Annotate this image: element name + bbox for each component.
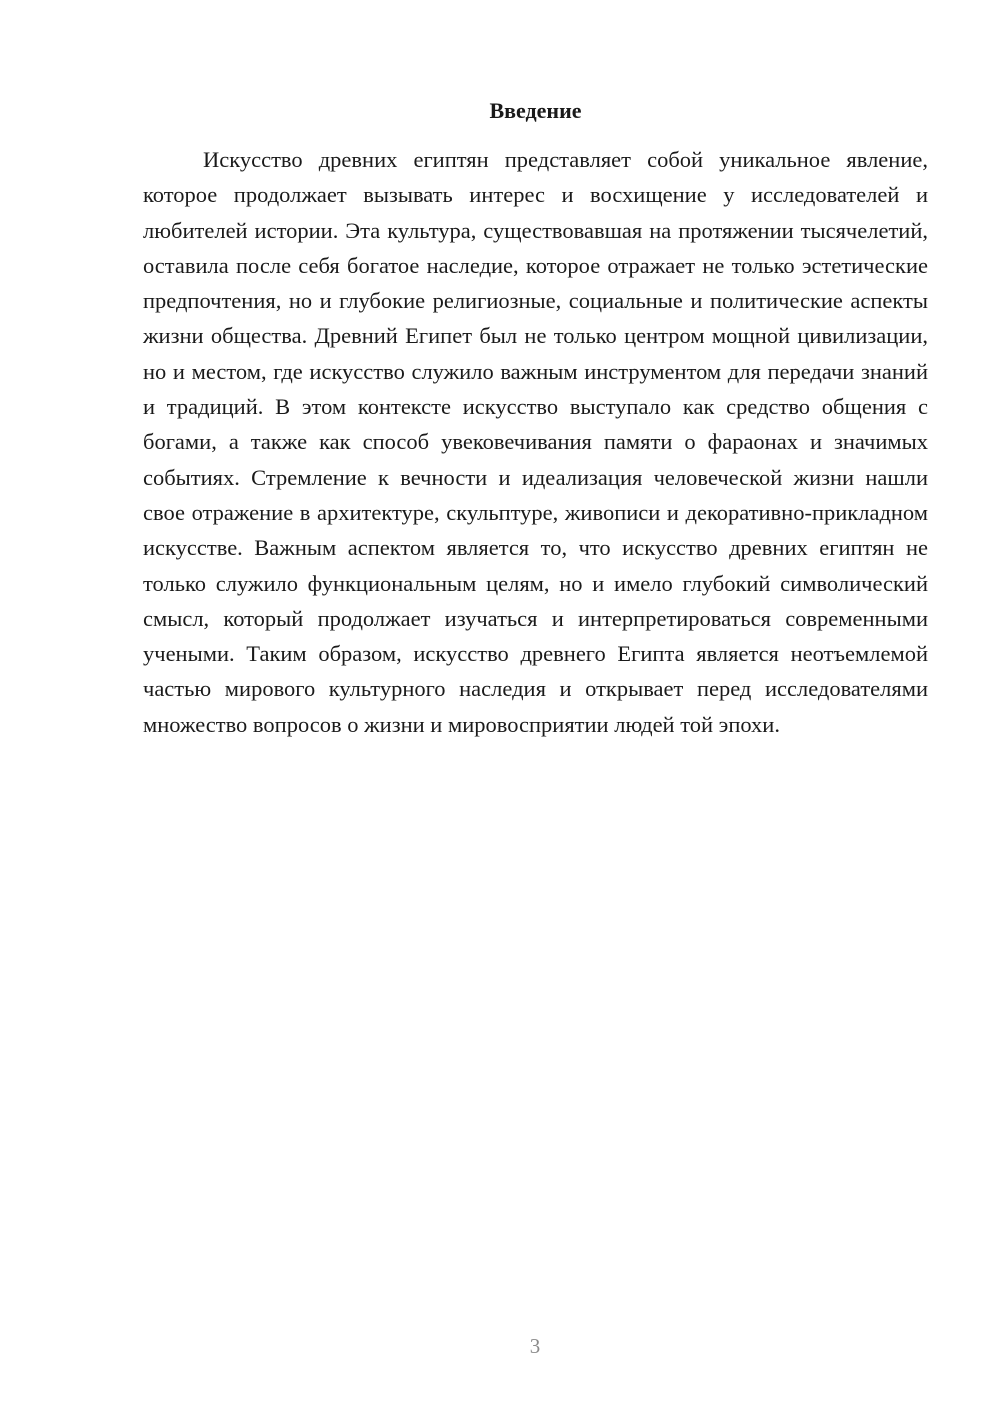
page-number: 3 [529, 1334, 541, 1358]
body-paragraph: Искусство древних египтян представляет собой уникальное явление, которое продолжает вызывать интерес и восхищение у исследователей и любителей истории. Эта культура, существовавшая на протяжении тысячелетий, оставила после себя богатое наследие, которое отражает не только эстетические предпочтения, но и глубокие религиозные, социальные и политические аспекты жизни общества. Древний Египет был не только центром мощной цивилизации, но и местом, где искусство служило важным инструментом для передачи знаний и традиций. В этом контексте искусство выступало как средство общения с богами, а также как способ увековечивания памяти о фараонах и значимых событиях. Стремление к вечности и идеализация человеческой жизни нашли свое отражение в архитектуре, скульптуре, живописи и декоративно-прикладном искусстве. Важным аспектом является то, что искусство древних египтян не только служило функциональным целям, но и имело глубокий символический смысл, который продолжает изучаться и интерпретироваться современными учеными. Таким образом, искусство древнего Египта является неотъемлемой частью мирового культурного наследия и открывает перед исследователями множество вопросов о жизни и мировосприятии людей той эпохи. [143, 147, 928, 737]
page-heading: Введение [489, 98, 582, 123]
